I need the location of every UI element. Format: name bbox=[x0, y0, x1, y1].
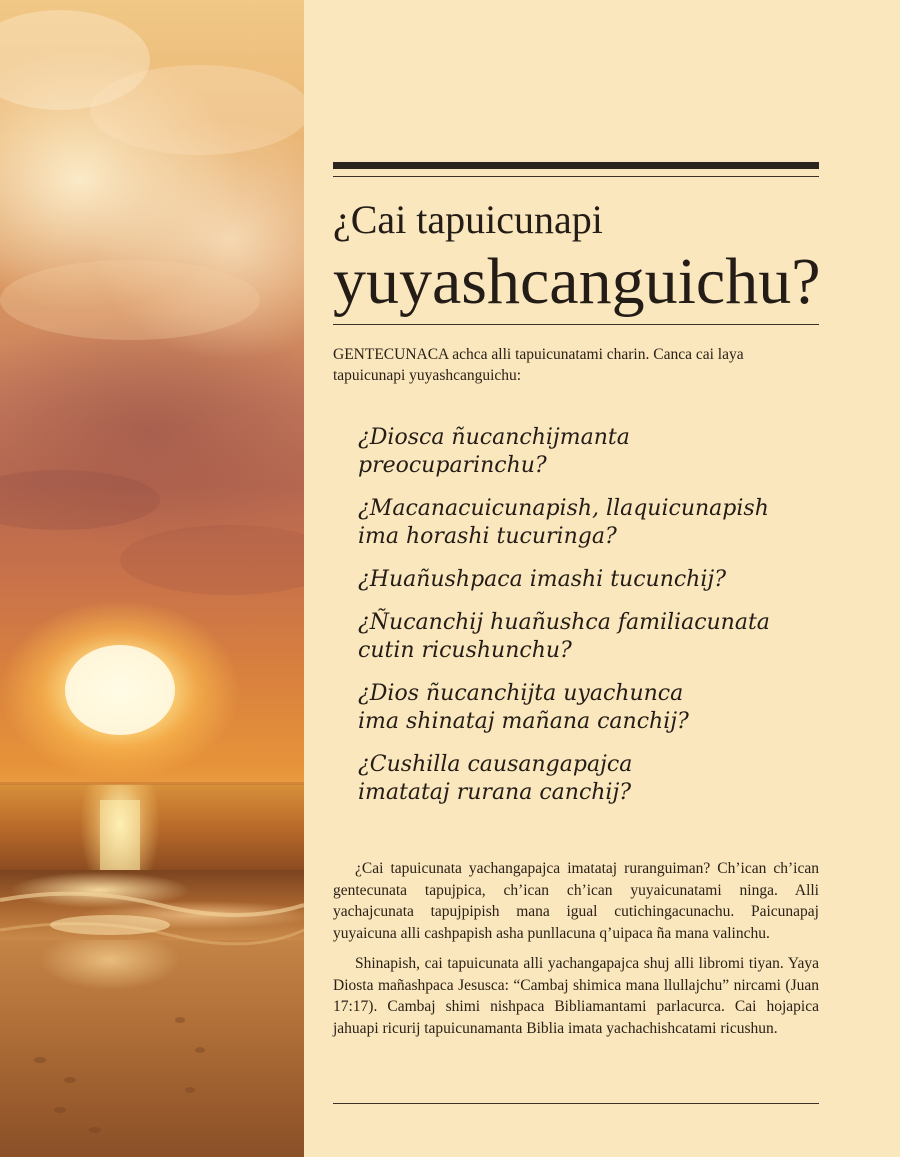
top-thin-rule bbox=[333, 176, 819, 177]
question-item: ¿Macanacuicunapish, llaquicunapish ima horashi tucuringa? bbox=[358, 496, 769, 549]
question-item: ¿Huañushpaca imashi tucunchij? bbox=[358, 567, 727, 592]
question-list bbox=[358, 424, 828, 822]
sunset-beach-photo bbox=[0, 0, 304, 1157]
body-paragraph-2: Shinapish, cai tapuicunata alli yachangapajca shuj alli libromi tiyan. Yaya Diosta mañashpaca Jesusca: “Cambaj shimica mana llullajchu” nircami (Juan 17:17). Cambaj shimi nishpaca Bibliamantami parlacurca. Cai hojapica jahuapi ricurij tapuicunamanta Biblia imata yachachishcatami ricushun. bbox=[333, 955, 819, 1037]
body-text bbox=[333, 858, 819, 1048]
title-divider bbox=[333, 324, 819, 325]
question-item: ¿Cushilla causangapajca imatataj rurana canchij? bbox=[358, 752, 633, 805]
bottom-rule bbox=[333, 1103, 819, 1104]
top-thick-rule bbox=[333, 162, 819, 169]
body-paragraph-1: ¿Cai tapuicunata yachangapajca imatataj ruranguiman? Ch’ican ch’ican gentecunata tapujpica, ch’ican ch’ican yuyaicunatami ninga. Alli yachajcunata tapujpipish mana igual cutichingacunachu. Paicunapaj yuyaicuna alli cashpapish asha punllacuna q’uipaca ña mana valinchu. bbox=[333, 860, 819, 942]
question-item: ¿Ñucanchij huañushca familiacunata cutin ricushunchu? bbox=[358, 610, 770, 663]
intro-paragraph: GENTECUNACA achca alli tapuicunatami charin. Canca cai laya tapuicunapi yuyashcanguichu: bbox=[333, 346, 744, 384]
question-item: ¿Dios ñucanchijta uyachunca ima shinataj mañana canchij? bbox=[358, 681, 689, 734]
photo-texture bbox=[0, 0, 304, 1157]
question-item: ¿Diosca ñucanchijmanta preocuparinchu? bbox=[358, 425, 630, 478]
title-line-2: yuyashcanguichu? bbox=[333, 245, 821, 318]
title-line-1: ¿Cai tapuicunapi bbox=[333, 197, 603, 242]
